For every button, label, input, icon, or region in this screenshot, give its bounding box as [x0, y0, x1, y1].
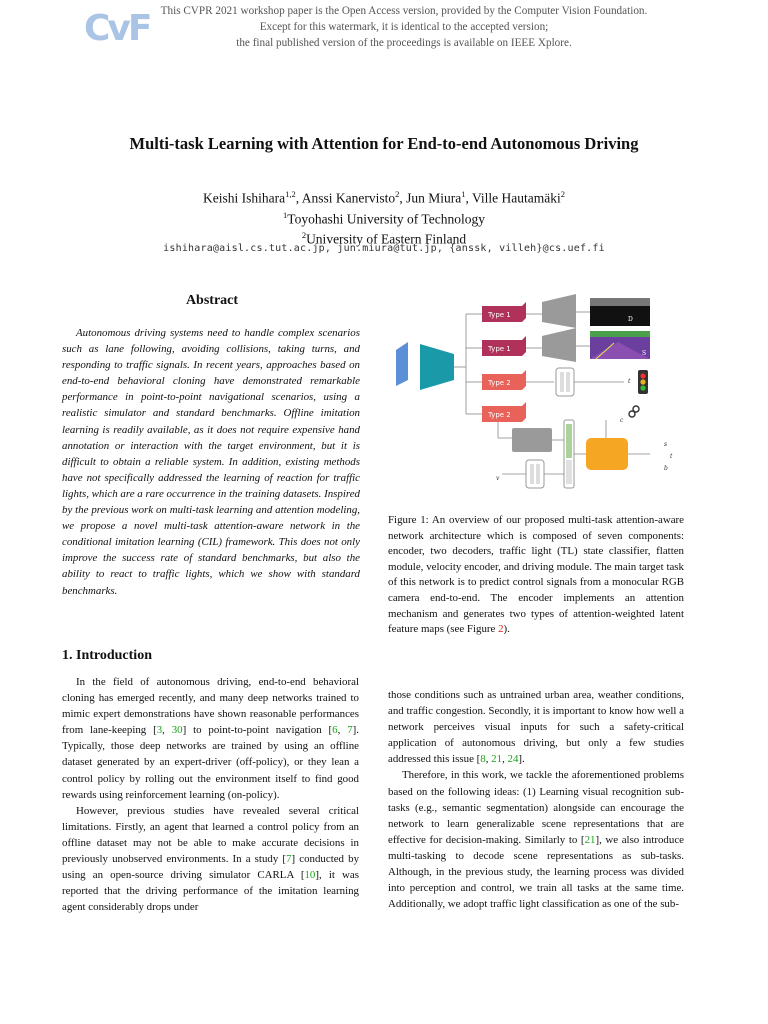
author-emails: ishihara@aisl.cs.tut.ac.jp, jun.miura@tut.jp, {anssk, villeh}@cs.uef.fi — [163, 243, 605, 254]
affiliation-2: $^2$University of Eastern Finland — [301, 230, 467, 247]
input-image — [396, 342, 408, 386]
tl-classifier-module — [556, 368, 574, 396]
citation-link[interactable]: 7 — [347, 724, 353, 737]
citation-link[interactable]: 10 — [304, 869, 316, 882]
affiliation-1: $^1$Toyohashi University of Technology — [283, 209, 485, 226]
citation-link[interactable]: 21 — [491, 753, 503, 766]
svg-text:s: s — [664, 441, 668, 448]
watermark-line-3: the final published version of the proceedings is available on IEEE Xplore. — [236, 37, 572, 49]
watermark-line-2: Except for this watermark, it is identical to the accepted version; — [259, 21, 549, 33]
intro-right-column — [388, 687, 684, 912]
depth-decoder — [542, 294, 576, 328]
attention-block-type2 — [482, 370, 526, 390]
watermark-line-1: This CVPR 2021 workshop paper is the Open Access version, provided by the Computer Vision Foundation. — [160, 5, 648, 17]
intro-paragraph-1: In the field of autonomous driving, end-to-end behavioral cloning has emerged recently, and many deep networks trained to mimic expert demonstrations have shown reasonable performances from lane-keeping [3, 30] to point-to-point navigation [6, 7]. Typically, those deep networks are trained by using an offline dataset generated by an expert-driver (off-policy), or they lean a control policy by rolling out the environment itself to find good rewards using reinforcement learning (on-policy). — [62, 676, 359, 801]
author-name: Keishi Ishihara — [202, 190, 286, 206]
intro-paragraph-3: Therefore, in this work, we tackle the aforementioned problems based on the following ideas: (1) Learning visual recognition sub-tasks (e.g., semantic segmentation) alongside can encourage the network to learn generalizable scene representations that are effective for decision-making. Similarly to [21], we also introduce multi-tasking to decode scene representations as sub-tasks. Although, in the previous study, the learning process was divided into perception and control, we train all tasks at the same time. Additionally, we adopt traffic light classification as one of the sub- — [388, 769, 684, 911]
introduction-heading: 1. Introduction — [62, 648, 152, 663]
svg-text:Type 2: Type 2 — [488, 411, 511, 419]
svg-text:Type 2: Type 2 — [488, 379, 511, 387]
watermark — [148, 3, 660, 51]
svg-text:v: v — [496, 475, 500, 482]
driving-module — [586, 438, 628, 470]
author-affiliation-mark: 1 — [461, 189, 466, 199]
segmentation-decoder — [542, 328, 576, 362]
flatten-module — [512, 428, 552, 452]
author-affiliation-mark: 2 — [560, 189, 566, 199]
paper-title: Multi-task Learning with Attention for End-to-end Autonomous Driving — [129, 134, 639, 153]
citation-link[interactable]: 3 — [156, 724, 163, 737]
author-name: Ville Hautamäki — [471, 190, 561, 206]
figure-reference-link[interactable]: 2 — [498, 623, 504, 636]
intro-paragraph-2-cont: those conditions such as untrained urban area, weather conditions, and traffic congestion. Secondly, it is important to know how well a network perceives visual inputs for such a safety-critical application of autonomous driving, but only a few studies addressed this issue [8, 21, 24]. — [388, 689, 684, 766]
svg-text:S: S — [642, 350, 647, 357]
citation-link[interactable]: 24 — [507, 753, 519, 766]
citation-link[interactable]: 30 — [171, 724, 183, 737]
figure-caption: Figure 1: An overview of our proposed multi-task attention-aware network architecture which is composed of seven components: encoder, two decoders, traffic light (TL) state classifier, flatten module, velocity encoder, and driving module. The main target task of this network is to predict control signals from a monocular RGB camera end-to-end. The encoder implements an attention mechanism and generates two types of attention-weighted latent feature maps (see Figure 2). — [388, 514, 684, 636]
segmentation-output-image — [590, 331, 650, 359]
svg-text:b: b — [664, 465, 668, 472]
intro-left-column — [62, 674, 359, 915]
traffic-light-icon — [638, 370, 648, 394]
intro-paragraph-2: However, previous studies have revealed several critical limitations. Firstly, an agent that learned a control policy from an offline dataset may not be able to make accurate decisions in previously unobserved environments. In a study [7] conducted by using an open-source driving simulator CARLA [10], it was reported that the driving performance of the imitation learning agent considerably drops under — [62, 804, 360, 914]
depth-output-image — [590, 298, 650, 326]
author-list: Keishi Ishihara$^{1,2}$, Anssi Kanervisto$^2$, Jun Miura$^1$, Ville Hautamäki$^2$ — [202, 189, 566, 206]
svg-text:t: t — [628, 378, 631, 385]
author-name: Jun Miura — [406, 190, 462, 206]
author-affiliation-mark: 1,2 — [285, 189, 296, 199]
citation-link[interactable]: 21 — [584, 833, 596, 846]
citation-link[interactable]: 7 — [286, 853, 292, 866]
architecture-figure — [388, 288, 684, 496]
svg-text:CvF: CvF — [84, 8, 150, 49]
author-affiliation-mark: 2 — [395, 189, 400, 199]
attention-block-type1 — [482, 336, 526, 356]
svg-text:Type 1: Type 1 — [488, 311, 511, 319]
attention-block-type1 — [482, 302, 526, 322]
velocity-encoder — [526, 460, 544, 488]
svg-text:Type 1: Type 1 — [488, 345, 511, 353]
attention-block-type2 — [482, 402, 526, 422]
citation-link[interactable]: 8 — [480, 753, 486, 766]
abstract-heading: Abstract — [185, 293, 239, 308]
cvf-logo — [84, 6, 150, 49]
svg-text:t: t — [670, 453, 673, 460]
citation-link[interactable]: 6 — [332, 724, 338, 737]
svg-text:D: D — [628, 316, 633, 323]
encoder-block — [420, 344, 454, 390]
author-name: Anssi Kanervisto — [301, 190, 396, 206]
author-block — [40, 186, 728, 248]
abstract-text: Autonomous driving systems need to handle complex scenarios such as lane following, avoiding collisions, taking turns, and responding to traffic signals. In recent years, approaches based on end-to-end behavioral cloning have demonstrated remarkable performance in point-to-point navigational scenarios, using a realistic simulator and standard benchmarks. Offline imitation learning is readily available, as it does not require expensive hand annotation or interaction with the target environment, but it is difficult to obtain a reliable system. In addition, existing methods have not specifically addressed the learning of reaction for traffic lights, which are a rare occurrence in the training datasets. Inspired by the previous work on multi-task learning and attention modeling, we propose a novel multi-task attention-aware network in the conditional imitation learning (CIL) framework. This does not only improve the success rate of standard benchmarks, but also the ability to react to traffic lights, which we show with standard benchmarks. — [62, 327, 360, 597]
svg-text:c: c — [620, 417, 624, 424]
command-icon — [629, 406, 639, 417]
